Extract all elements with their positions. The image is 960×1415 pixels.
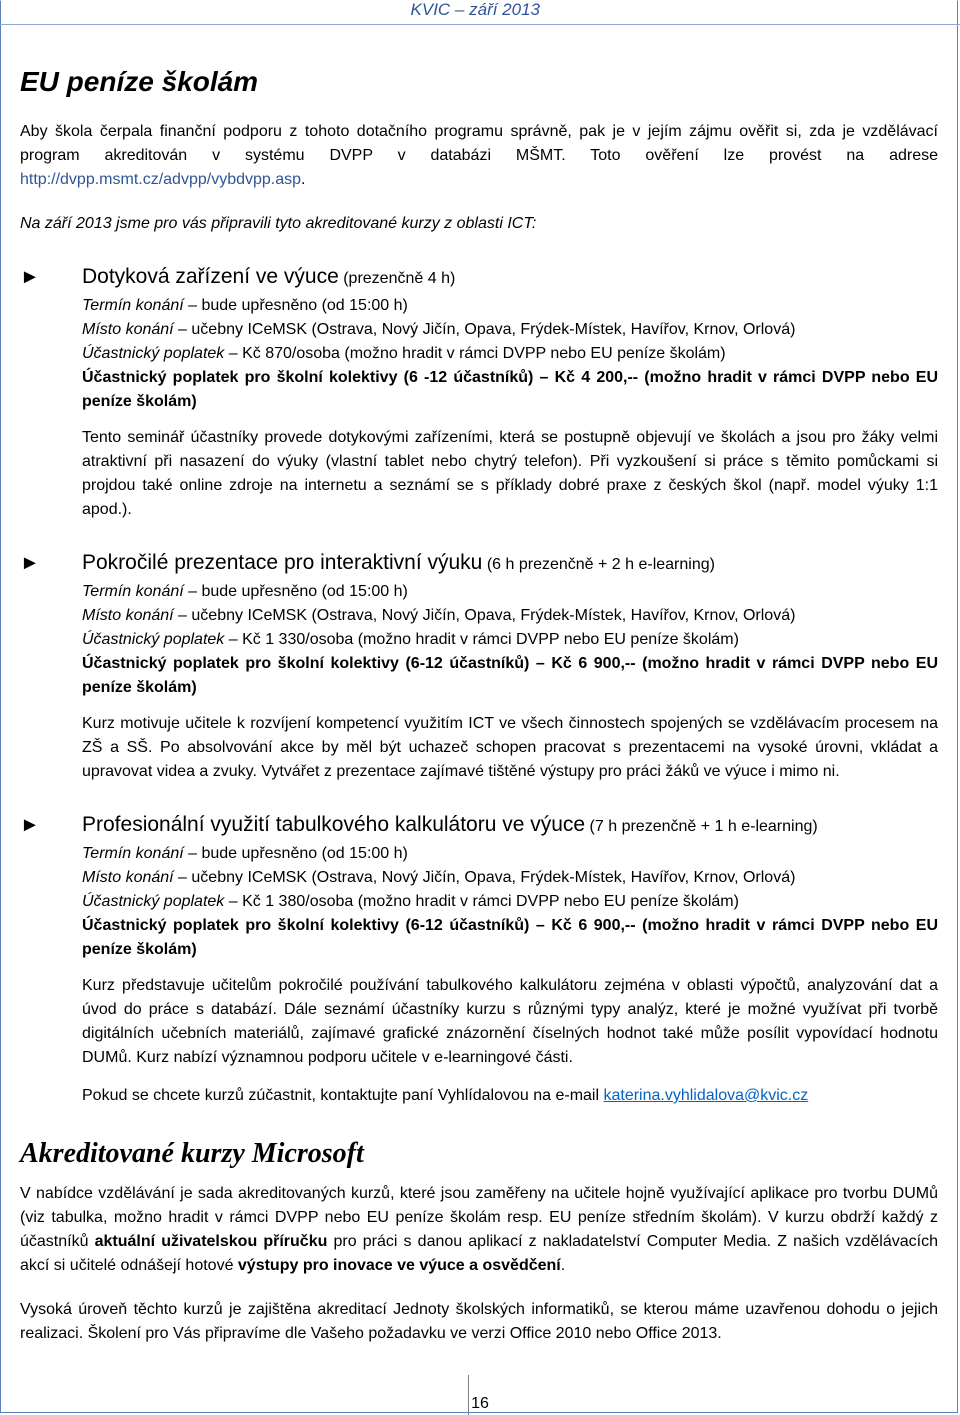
intro-end: . xyxy=(301,171,306,188)
course-term xyxy=(82,580,938,604)
triangle-bullet-icon: ► xyxy=(20,814,40,836)
ms-text-c: pro práci s danou aplikací z nakladatelství Computer Media. Z našich vzdělávacích akcí si učitelé odnášejí hotové xyxy=(20,1233,939,1274)
intro-text: Aby škola čerpala finanční podporu z tohoto dotačního programu správně, pak je v jejím zájmu ověřit si, zda je vzdělávací program akreditován v systému DVPP v databázi MŠMT. Toto ověření lze provést na adrese xyxy=(20,123,938,164)
intro-paragraph xyxy=(20,120,938,192)
microsoft-paragraph-2: Vysoká úroveň těchto kurzů je zajištěna akreditací Jednoty školských informatiků, se kterou máme uzavřenou dohodu o jejich realizaci. Školení pro Vás připravíme dle Vašeho požadavku ve verzi Office 2010 nebo Office 2013. xyxy=(20,1301,938,1342)
course-place xyxy=(82,318,938,342)
place-value: – učebny ICeMSK (Ostrava, Nový Jičín, Opava, Frýdek-Místek, Havířov, Krnov, Orlová) xyxy=(173,869,796,886)
course-description: Kurz představuje učitelům pokročilé používání tabulkového kalkulátoru zejména v oblasti výpočtů, analyzování dat a úvod do práce s databází. Dále seznámí účastníky kurzu s různými typy analýz, které je možné využívat při tvorbě digitálních učebních materiálů, zajímavé grafické znázornění číselných hodnot také může posílit vypovídací hodnotu DUMů. Kurz nabízí významnou podporu učitele v e-learningové části. xyxy=(82,977,938,1066)
course-group-fee: Účastnický poplatek pro školní kolektivy (6 -12 účastníků) – Kč 4 200,-- (možno hradit v rámci DVPP nebo EU peníze školám) xyxy=(82,369,938,410)
course-duration: (prezenčně 4 h) xyxy=(338,270,456,287)
triangle-bullet-icon: ► xyxy=(20,552,40,574)
microsoft-paragraph-1 xyxy=(20,1182,938,1278)
ms-text-e: . xyxy=(560,1257,566,1274)
fee-label: Účastnický poplatek xyxy=(82,893,225,910)
term-label: Termín konání xyxy=(82,583,184,600)
place-label: Místo konání xyxy=(82,869,174,886)
place-value: – učebny ICeMSK (Ostrava, Nový Jičín, Opava, Frýdek-Místek, Havířov, Krnov, Orlová) xyxy=(173,321,796,338)
course-term xyxy=(82,294,938,318)
place-value: – učebny ICeMSK (Ostrava, Nový Jičín, Opava, Frýdek-Místek, Havířov, Krnov, Orlová) xyxy=(173,607,796,624)
fee-value: – Kč 1 380/osoba (možno hradit v rámci DVPP nebo EU peníze školám) xyxy=(224,893,739,910)
course-group-fee: Účastnický poplatek pro školní kolektivy (6-12 účastníků) – Kč 6 900,-- (možno hradit v rámci DVPP nebo EU peníze školám) xyxy=(82,917,938,958)
fee-label: Účastnický poplatek xyxy=(82,345,225,362)
course-duration: (6 h prezenčně + 2 h e-learning) xyxy=(482,556,715,573)
contact-paragraph xyxy=(82,1084,938,1108)
dvpp-link[interactable]: http://dvpp.msmt.cz/advpp/vybdvpp.asp xyxy=(20,171,302,188)
term-label: Termín konání xyxy=(82,845,184,862)
running-header: KVIC – září 2013 xyxy=(410,0,540,19)
course-description: Kurz motivuje učitele k rozvíjení kompetencí využitím ICT ve všech činnostech spojených se vzdělávacím procesem na ZŠ a SŠ. Po absolvování akce by měl být uchazeč schopen pracovat s prezentacemi na vysoké úrovni, vkládat a upravovat videa a zvuky. Vytvářet z prezentace zajímavé tištěné výstupy pro práci žáků ve výuce i mimo ni. xyxy=(82,715,938,780)
term-value: – bude upřesněno (od 15:00 h) xyxy=(183,845,408,862)
course-term xyxy=(82,842,938,866)
term-value: – bude upřesněno (od 15:00 h) xyxy=(183,583,408,600)
fee-value: – Kč 870/osoba (možno hradit v rámci DVPP nebo EU peníze školám) xyxy=(224,345,726,362)
course-duration: (7 h prezenčně + 1 h e-learning) xyxy=(585,818,818,835)
courses-lead: Na září 2013 jsme pro vás připravili tyto akreditované kurzy z oblasti ICT: xyxy=(20,215,537,232)
course-fee xyxy=(82,890,938,914)
term-value: – bude upřesněno (od 15:00 h) xyxy=(183,297,408,314)
fee-value: – Kč 1 330/osoba (možno hradit v rámci DVPP nebo EU peníze školám) xyxy=(224,631,739,648)
course-name: Dotyková zařízení ve výuce xyxy=(82,265,339,288)
course-fee xyxy=(82,342,938,366)
ms-text-bold-outputs: výstupy pro inovace ve výuce a osvědčení xyxy=(237,1257,561,1274)
course-title xyxy=(82,262,938,294)
course-item xyxy=(20,262,938,522)
ms-text-bold-manual: aktuální uživatelskou příručku xyxy=(94,1233,328,1250)
contact-email-link[interactable]: katerina.vyhlidalova@kvic.cz xyxy=(603,1087,809,1104)
section-title-eu: EU peníze školám xyxy=(20,66,259,97)
course-place xyxy=(82,604,938,628)
page-number: 16 xyxy=(471,1395,489,1412)
course-name: Profesionální využití tabulkového kalkulátoru ve výuce xyxy=(82,813,586,836)
course-fee xyxy=(82,628,938,652)
section-title-microsoft: Akreditované kurzy Microsoft xyxy=(20,1138,364,1169)
course-title xyxy=(82,810,938,842)
place-label: Místo konání xyxy=(82,607,174,624)
course-group-fee: Účastnický poplatek pro školní kolektivy (6-12 účastníků) – Kč 6 900,-- (možno hradit v rámci DVPP nebo EU peníze školám) xyxy=(82,655,938,696)
course-name: Pokročilé prezentace pro interaktivní výuku xyxy=(82,551,483,574)
triangle-bullet-icon: ► xyxy=(20,266,40,288)
page-content xyxy=(20,66,938,1346)
course-item xyxy=(20,810,938,1108)
ms-text-a: V nabídce vzdělávání je sada akreditovaných kurzů, které jsou zaměřeny na učitele hojně využívající aplikace pro tvorbu DUMů (viz tabulka, možno hradit v rámci DVPP nebo EU peníze školám resp. EU peníze středním školám). V kurzu obdrží každý z účastníků xyxy=(20,1185,938,1250)
fee-label: Účastnický poplatek xyxy=(82,631,225,648)
place-label: Místo konání xyxy=(82,321,174,338)
term-label: Termín konání xyxy=(82,297,184,314)
course-item xyxy=(20,548,938,784)
header-divider xyxy=(0,24,960,25)
course-title xyxy=(82,548,938,580)
course-place xyxy=(82,866,938,890)
course-description: Tento seminář účastníky provede dotykovými zařízeními, která se postupně objevují ve školách a jsou pro žáky velmi atraktivní při nasazení do výuky (vlastní tablet nebo chytrý telefon). Při vyzkoušení si práce s těmito pomůckami si projdou také online zdroje na internetu a seznámí se s příklady dobré praxe z českých škol (např. model výuky 1:1 apod.). xyxy=(82,429,938,518)
contact-text: Pokud se chcete kurzů zúčastnit, kontaktujte paní Vyhlídalovou na e-mail xyxy=(82,1087,604,1104)
